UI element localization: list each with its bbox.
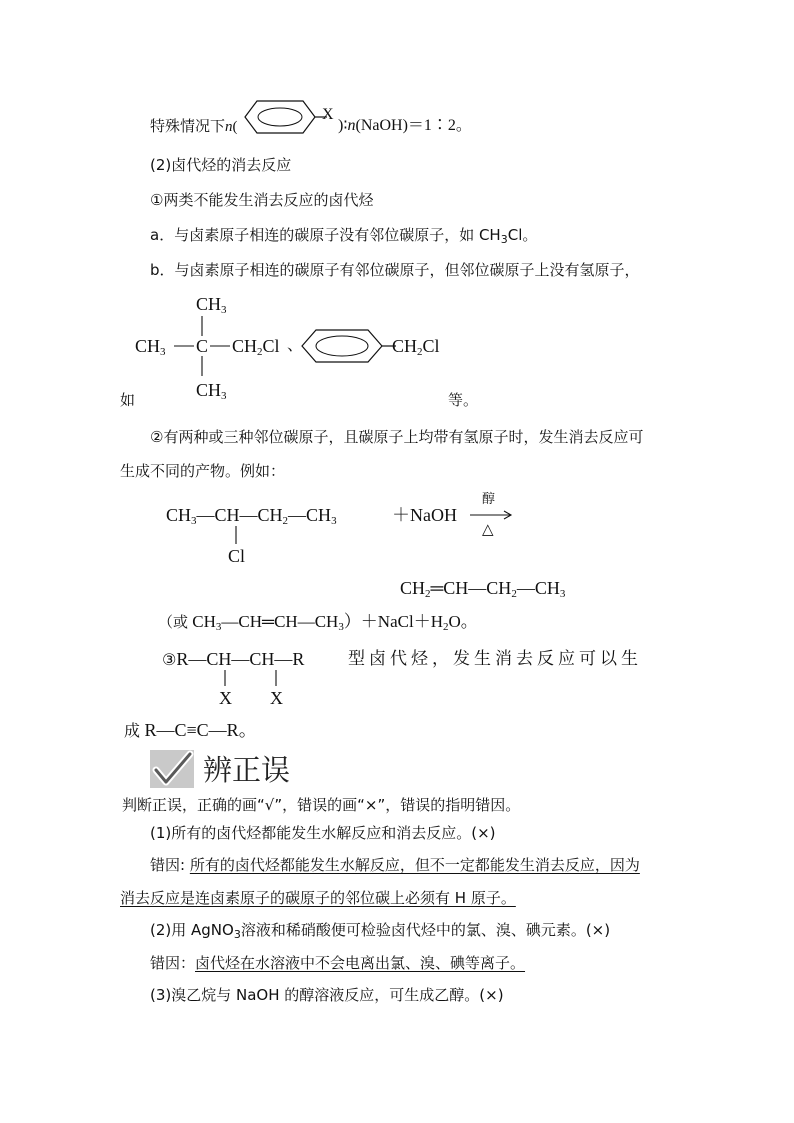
question-2-sub: 3 bbox=[233, 928, 241, 941]
reason-label-1: 错因: bbox=[150, 856, 186, 874]
item-a bbox=[150, 225, 537, 245]
ru-label: 如 bbox=[120, 391, 136, 409]
sub3-structure: ③R—CH—CH—R bbox=[162, 649, 305, 669]
rxn-arrow bbox=[470, 509, 520, 521]
sub3-description: 型卤代烃，发生消去反应可以生 bbox=[348, 649, 642, 669]
rxn-reactant: $CH_3—CH—CH_2—CH_3$ bbox=[166, 505, 337, 527]
n-symbol-2: n bbox=[347, 117, 356, 134]
struct1-left-ch3: $CH_3$ bbox=[135, 336, 166, 358]
question-2-pre: (2)用 AgNO bbox=[150, 921, 234, 939]
reason-label-2: 错因： bbox=[150, 954, 196, 972]
struct1-right-ch2cl: $CH_2Cl$ bbox=[232, 336, 280, 358]
subheading-2-line1: ②有两种或三种邻位碳原子，且碳原子上均带有氢原子时，发生消去反应可 bbox=[150, 428, 644, 446]
rxn-alt-product: （或 $CH_3—CH═CH—CH_3)+NaCl+H_2O$。 bbox=[158, 612, 478, 633]
question-1-reason bbox=[150, 855, 640, 875]
reason-1-line2: 消去反应是连卤素原子的碳原子的邻位碳上必须有 H 原子。 bbox=[120, 889, 516, 907]
reason-2-text: 卤代烃在水溶液中不会电离出氯、溴、碘等离子。 bbox=[195, 954, 526, 972]
section-heading: (2)卤代烃的消去反应 bbox=[150, 156, 292, 174]
struct1-bottom-ch3: $CH_3$ bbox=[196, 380, 227, 402]
question-2-reason bbox=[150, 953, 525, 973]
subheading-1: ①两类不能发生消去反应的卤代烃 bbox=[150, 191, 374, 209]
x-substituent: X bbox=[322, 106, 334, 123]
naoh-ratio: (NaOH)＝1∶2。 bbox=[355, 117, 472, 134]
rxn-plus-naoh: ＋NaOH bbox=[392, 505, 457, 525]
question-2 bbox=[150, 920, 610, 940]
rxn-product-1: $CH_2═CH—CH_2—CH_3$ bbox=[400, 578, 566, 600]
struct1-top-ch3: $CH_3$ bbox=[196, 294, 227, 316]
question-3: (3)溴乙烷与 NaOH 的醇溶液反应，可生成乙醇。(×) bbox=[150, 986, 504, 1004]
struct1-center-c: C bbox=[196, 336, 209, 356]
badge-title: 辨正误 bbox=[203, 753, 291, 787]
ratio-colon: ∶ bbox=[343, 117, 348, 134]
paren-open: ( bbox=[232, 119, 238, 135]
struct2-ch2cl: $CH_2Cl$ bbox=[392, 336, 440, 358]
special-case-prefix: 特殊情况下 bbox=[150, 117, 226, 135]
item-a-text: a．与卤素原子相连的碳原子没有邻位碳原子，如 CH bbox=[150, 226, 501, 244]
item-b: b．与卤素原子相连的碳原子有邻位碳原子，但邻位碳原子上没有氢原子， bbox=[150, 261, 640, 279]
reason-1-line1: 所有的卤代烃都能发生水解反应，但不一定都能发生消去反应，因为 bbox=[189, 856, 640, 874]
sub3-x2: X bbox=[270, 688, 283, 708]
sub3-x1: X bbox=[219, 688, 232, 708]
rxn-cl: Cl bbox=[228, 546, 246, 566]
deng-label: 等。 bbox=[448, 391, 479, 409]
paren-close: ) bbox=[338, 117, 344, 134]
sub3-cheng: 成 R—C≡C—R。 bbox=[124, 720, 257, 740]
subheading-2-line2: 生成不同的产物。例如： bbox=[120, 462, 286, 480]
rxn-condition-bottom: △ bbox=[482, 522, 494, 538]
special-case-line bbox=[150, 116, 238, 137]
ratio-text bbox=[338, 116, 472, 136]
question-2-post: 溶液和稀硝酸便可检验卤代烃中的氯、溴、碘元素。(×) bbox=[240, 921, 611, 939]
item-a-end: Cl。 bbox=[507, 226, 538, 244]
n-symbol: n bbox=[225, 119, 233, 135]
question-1: (1)所有的卤代烃都能发生水解反应和消去反应。(×) bbox=[150, 824, 496, 842]
judge-intro: 判断正误，正确的画“√”，错误的画“×”，错误的指明错因。 bbox=[122, 796, 521, 814]
struct-separator: 、 bbox=[287, 337, 304, 354]
rxn-cl-bond bbox=[232, 524, 242, 548]
item-a-sub: 3 bbox=[500, 233, 508, 246]
rxn-condition-top: 醇 bbox=[482, 492, 496, 507]
checkmark-icon bbox=[150, 748, 200, 790]
